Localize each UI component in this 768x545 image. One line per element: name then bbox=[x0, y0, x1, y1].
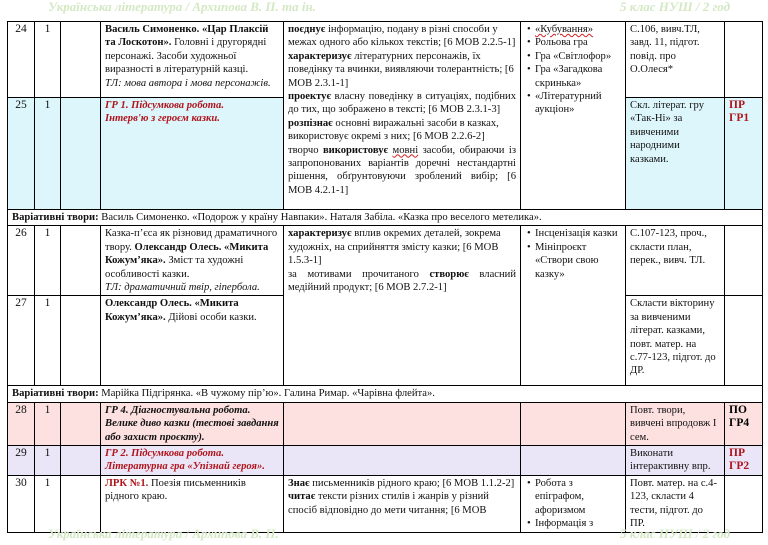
table-row-26 bbox=[8, 226, 763, 296]
topic-author-title: Олександр Олесь. «Микита Кожум’яка». bbox=[105, 298, 239, 323]
topic-line: ГР 2. Підсумкова робота. bbox=[105, 448, 224, 460]
topic-text: Зміст та художні особливості казки. bbox=[105, 255, 244, 280]
lesson-number: 26 bbox=[8, 226, 35, 296]
lesson-topic bbox=[101, 296, 284, 386]
variative-label: Варіативні твори: bbox=[12, 388, 99, 400]
result-verb: використовує bbox=[322, 144, 389, 156]
topic-code: ЛРК №1. bbox=[105, 477, 149, 489]
activity-item: • Робота з епіграфом, афоризмом bbox=[535, 477, 621, 517]
activities bbox=[521, 402, 626, 445]
variative-works bbox=[8, 210, 763, 226]
homework: Виконати інтерактивну впр. bbox=[626, 446, 725, 476]
lesson-number: 29 bbox=[8, 446, 35, 476]
header-right-watermark: 5 клас НУШ / 2 год bbox=[620, 0, 731, 14]
result-verb: проектує bbox=[288, 91, 332, 103]
result-item bbox=[288, 144, 516, 198]
footer-left-watermark: Українська література / Архипова В. П. bbox=[48, 526, 279, 541]
result-item bbox=[288, 23, 516, 50]
topic-terms: ТЛ: мова автора і мова персонажів. bbox=[105, 77, 271, 89]
result-text: власну поведінку в ситуаціях, подібних до тих, що зображено в тексті; [6 МОВ 2.3.1-3] bbox=[288, 91, 516, 116]
topic-terms: ТЛ: драматичний твір, гіпербола. bbox=[105, 282, 260, 294]
topic-line: Інтерв'ю з героєм казки. bbox=[105, 113, 220, 125]
header-left-watermark: Українська література / Архипова В. П. та ін. bbox=[48, 0, 316, 14]
result-prefix: за мотивами прочитаного bbox=[288, 268, 430, 280]
lesson-hours: 1 bbox=[35, 98, 61, 210]
result-text: письменників рідного краю; [6 МОВ 1.1.2-2] bbox=[309, 477, 515, 489]
result-verb: характеризує bbox=[288, 228, 352, 240]
result-item bbox=[288, 117, 516, 144]
topic-line: Велике диво казки (тестові завдання або захист проєкту). bbox=[105, 418, 279, 443]
lesson-topic bbox=[101, 22, 284, 98]
activity-item: • Інсценізація казки bbox=[535, 227, 621, 240]
lesson-hours: 1 bbox=[35, 22, 61, 98]
result-verb: створює bbox=[429, 268, 469, 280]
result-item bbox=[288, 477, 516, 490]
lesson-date bbox=[61, 98, 101, 210]
result-text: власний медійний продукт; [6 МОВ 2.7.2-1] bbox=[288, 268, 516, 294]
table-row-30 bbox=[8, 475, 763, 532]
lesson-date bbox=[61, 446, 101, 476]
activity-item: • Рольова гра bbox=[535, 36, 621, 49]
result-item bbox=[288, 490, 516, 517]
lesson-plan-table bbox=[7, 21, 763, 533]
result-text: засоби, обираючи із запропонованих варіантів доречні нестандартні рішення, обґрунтовуючи зроблений вибір; [6 МОВ 4.2.1-1] bbox=[288, 144, 517, 196]
result-verb: Знає bbox=[288, 477, 310, 489]
homework: Повт. твори, вивчені впродовж І сем. bbox=[626, 402, 725, 445]
activities bbox=[521, 22, 626, 210]
topic-line: ГР 4. Діагностувальна робота. bbox=[105, 404, 251, 416]
result-text: основні виражальні засоби в казках, використовує окремі з них; [6 МОВ 2.2.6-2] bbox=[288, 117, 499, 143]
activities bbox=[521, 446, 626, 476]
activity-item: • Інформація з bbox=[535, 517, 621, 530]
activity-item: • Гра «Світлофор» bbox=[535, 50, 621, 63]
lesson-hours: 1 bbox=[35, 402, 61, 445]
topic-author-title: Олександр Олесь. «Микита Кожум’яка». bbox=[105, 241, 269, 267]
result-text: тексти різних стилів і жанрів у різний спосіб відповідно до мети читання; [6 МОВ bbox=[288, 491, 489, 516]
table-row-24 bbox=[8, 22, 763, 98]
table-row-28 bbox=[8, 402, 763, 445]
result-verb: читає bbox=[288, 491, 316, 503]
result-verb: розпізнає bbox=[288, 117, 333, 129]
topic-author-title: Василь Симоненко. «Цар Плаксій та Лоскотон». bbox=[105, 24, 269, 49]
expected-results bbox=[284, 475, 521, 532]
lesson-hours: 1 bbox=[35, 226, 61, 296]
result-item bbox=[288, 90, 516, 117]
lesson-date bbox=[61, 22, 101, 98]
lesson-date bbox=[61, 296, 101, 386]
result-verb: характеризує bbox=[288, 50, 352, 62]
result-item bbox=[288, 227, 516, 267]
lesson-topic bbox=[101, 475, 284, 532]
homework: Повт. матер. на с.4-123, скласти 4 тести, підгот. до ПР. bbox=[626, 475, 725, 532]
topic-text: Поезія письменників рідного краю. bbox=[105, 477, 246, 503]
result-text: інформацію, подану в різні способи у межах одного або кількох текстів; [6 МОВ 2.2.5-1] bbox=[288, 24, 516, 49]
expected-results bbox=[284, 22, 521, 210]
lesson-number: 27 bbox=[8, 296, 35, 386]
assessment-tag: ПР ГР1 bbox=[725, 98, 763, 210]
lesson-topic bbox=[101, 98, 284, 210]
homework: Скласти вікторину за вивченими літерат. казками, повт. матер. на с.77-123, підгот. до ДР. bbox=[626, 296, 725, 386]
variative-text: Василь Симоненко. «Подорож у країну Навпаки». Наталя Забіла. «Казка про веселого метелика». bbox=[98, 212, 542, 223]
assessment-tag: ПР ГР2 bbox=[725, 446, 763, 476]
topic-line: ГР 1. Підсумкова робота. bbox=[105, 100, 224, 111]
topic-text: Дійові особи казки. bbox=[165, 311, 257, 323]
variative-works-row bbox=[8, 386, 763, 402]
assessment-tag: ПО ГР4 bbox=[725, 402, 763, 445]
activity-item: • Гра «Загадкова скринька» bbox=[535, 63, 621, 90]
lesson-topic bbox=[101, 446, 284, 476]
assessment-tag bbox=[725, 226, 763, 296]
result-item bbox=[288, 268, 516, 295]
lesson-number: 30 bbox=[8, 475, 35, 532]
expected-results bbox=[284, 446, 521, 476]
assessment-tag bbox=[725, 475, 763, 532]
result-prefix: творчо bbox=[288, 144, 323, 156]
assessment-tag bbox=[725, 22, 763, 98]
result-underlined-word: мовні bbox=[392, 144, 419, 156]
homework: С.106, вивч.ТЛ, завд. 11, підгот. повід. про О.Олеся* bbox=[626, 22, 725, 98]
expected-results bbox=[284, 402, 521, 445]
lesson-date bbox=[61, 402, 101, 445]
lesson-number: 24 bbox=[8, 22, 35, 98]
topic-text: Головні і другорядні персонажі. Засоби художньої виразності в літературній казці. bbox=[105, 37, 267, 76]
variative-label: Варіативні твори: bbox=[12, 212, 99, 223]
expected-results bbox=[284, 226, 521, 386]
lesson-topic bbox=[101, 226, 284, 296]
activities bbox=[521, 475, 626, 532]
activity-item: • «Кубування» bbox=[535, 23, 621, 36]
homework: Скл. літерат. гру «Так-Ні» за вивченими народними казками. bbox=[626, 98, 725, 210]
lesson-date bbox=[61, 226, 101, 296]
lesson-number: 28 bbox=[8, 402, 35, 445]
variative-works-row bbox=[8, 210, 763, 226]
activities bbox=[521, 226, 626, 386]
homework: С.107-123, проч., скласти план, перек., вивч. ТЛ. bbox=[626, 226, 725, 296]
result-item bbox=[288, 50, 516, 90]
lesson-hours: 1 bbox=[35, 475, 61, 532]
footer-right-watermark: 5 клас НУШ / 2 год bbox=[620, 526, 731, 541]
activity-item: • Мініпроєкт «Створи свою казку» bbox=[535, 241, 621, 281]
lesson-topic bbox=[101, 402, 284, 445]
variative-text: Марійка Підгірянка. «В чужому пір’ю». Галина Римар. «Чарівна флейта». bbox=[98, 388, 435, 400]
assessment-tag bbox=[725, 296, 763, 386]
variative-works bbox=[8, 386, 763, 402]
lesson-number: 25 bbox=[8, 98, 35, 210]
topic-line: Літературна гра «Упізнай героя». bbox=[105, 461, 265, 473]
activity-item: • «Літературний аукціон» bbox=[535, 90, 621, 117]
topic-text: Казка-п’єса як різновид драматичного твору. bbox=[105, 228, 278, 253]
lesson-hours: 1 bbox=[35, 446, 61, 476]
lesson-date bbox=[61, 475, 101, 532]
result-text: літературних персонажів, їх поведінку та вчинки, виявляючи толерантність; [6 МОВ 2.3.1-1] bbox=[288, 50, 514, 89]
result-verb: поєднує bbox=[288, 24, 326, 35]
table-row-29 bbox=[8, 446, 763, 476]
result-text: вплив окремих деталей, зокрема художніх, на сприйняття змісту казки; [6 МОВ 1.5.3-1] bbox=[288, 228, 501, 267]
lesson-hours: 1 bbox=[35, 296, 61, 386]
